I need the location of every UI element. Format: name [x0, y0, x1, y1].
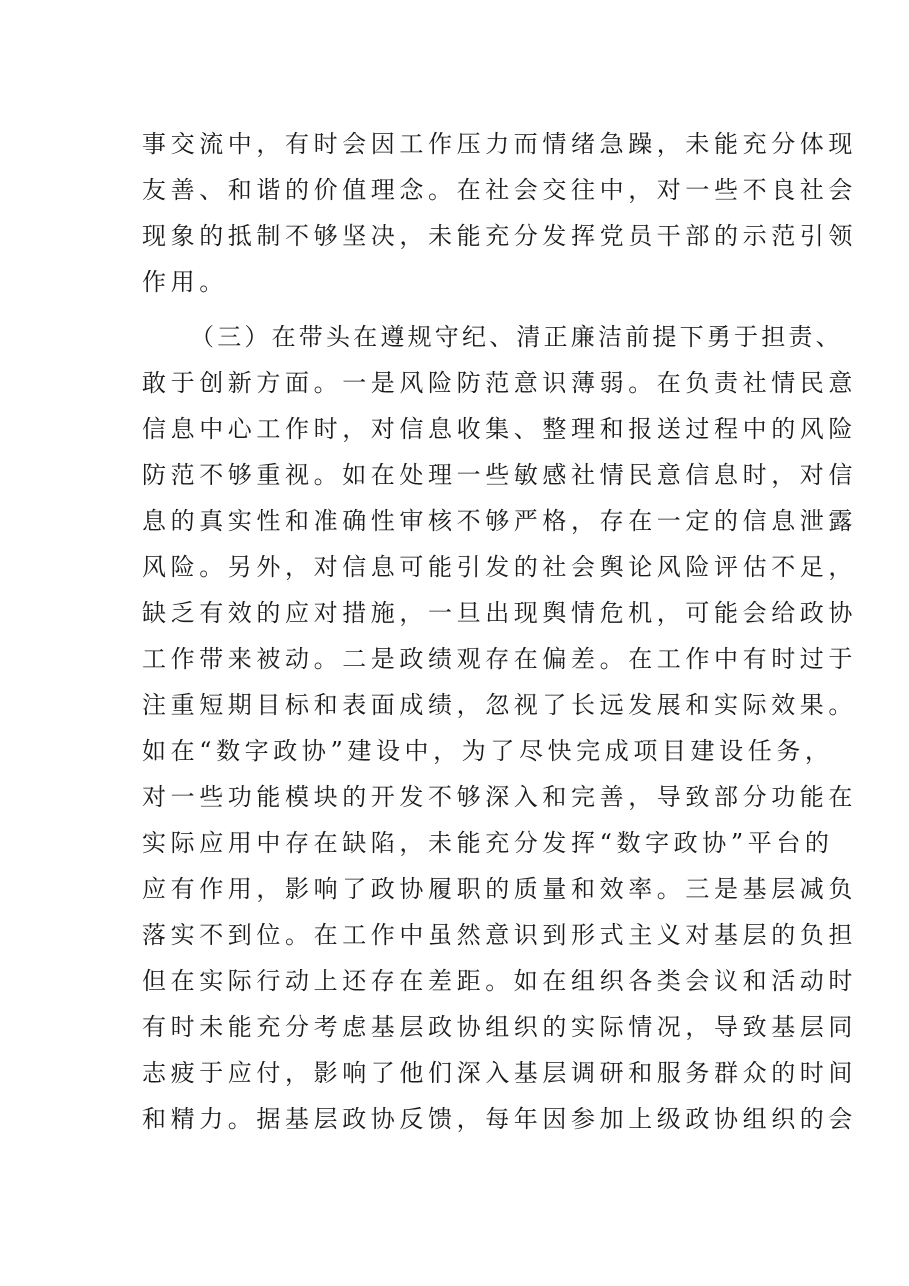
text-line: 现象的抵制不够坚决，未能充分发挥党员干部的示范引领	[142, 222, 857, 250]
text-line: 有时未能充分考虑基层政协组织的实际情况，导致基层同	[142, 1013, 857, 1041]
text-line: 注重短期目标和表面成绩，忽视了长远发展和实际效果。	[142, 691, 857, 719]
text-line: 工作带来被动。二是政绩观存在偏差。在工作中有时过于	[142, 645, 857, 673]
text-line: 实际应用中存在缺陷，未能充分发挥“数字政协”平台的	[142, 829, 834, 857]
section-heading-line: （三）在带头在遵规守纪、清正廉洁前提下勇于担责、	[190, 323, 843, 351]
text-line: 敢于创新方面。一是风险防范意识薄弱。在负责社情民意	[142, 369, 857, 397]
text-line: 风险。另外，对信息可能引发的社会舆论风险评估不足，	[142, 553, 857, 581]
text-line: 对一些功能模块的开发不够深入和完善，导致部分功能在	[142, 783, 857, 811]
text-line: 如在“数字政协”建设中，为了尽快完成项目建设任务，	[142, 737, 834, 765]
text-line: 缺乏有效的应对措施，一旦出现舆情危机，可能会给政协	[142, 599, 857, 627]
text-line: 防范不够重视。如在处理一些敏感社情民意信息时，对信	[142, 461, 857, 489]
text-line: 友善、和谐的价值理念。在社会交往中，对一些不良社会	[142, 176, 857, 204]
text-line: 事交流中，有时会因工作压力而情绪急躁，未能充分体现	[142, 130, 857, 158]
text-line: 但在实际行动上还存在差距。如在组织各类会议和活动时	[142, 967, 857, 995]
text-line: 信息中心工作时，对信息收集、整理和报送过程中的风险	[142, 415, 857, 443]
text-line: 和精力。据基层政协反馈，每年因参加上级政协组织的会	[142, 1105, 857, 1133]
text-line: 落实不到位。在工作中虽然意识到形式主义对基层的负担	[142, 921, 857, 949]
text-line: 作用。	[142, 268, 228, 296]
text-line: 应有作用，影响了政协履职的质量和效率。三是基层减负	[142, 875, 857, 903]
text-line: 志疲于应付，影响了他们深入基层调研和服务群众的时间	[142, 1059, 857, 1087]
text-line: 息的真实性和准确性审核不够严格，存在一定的信息泄露	[142, 507, 857, 535]
